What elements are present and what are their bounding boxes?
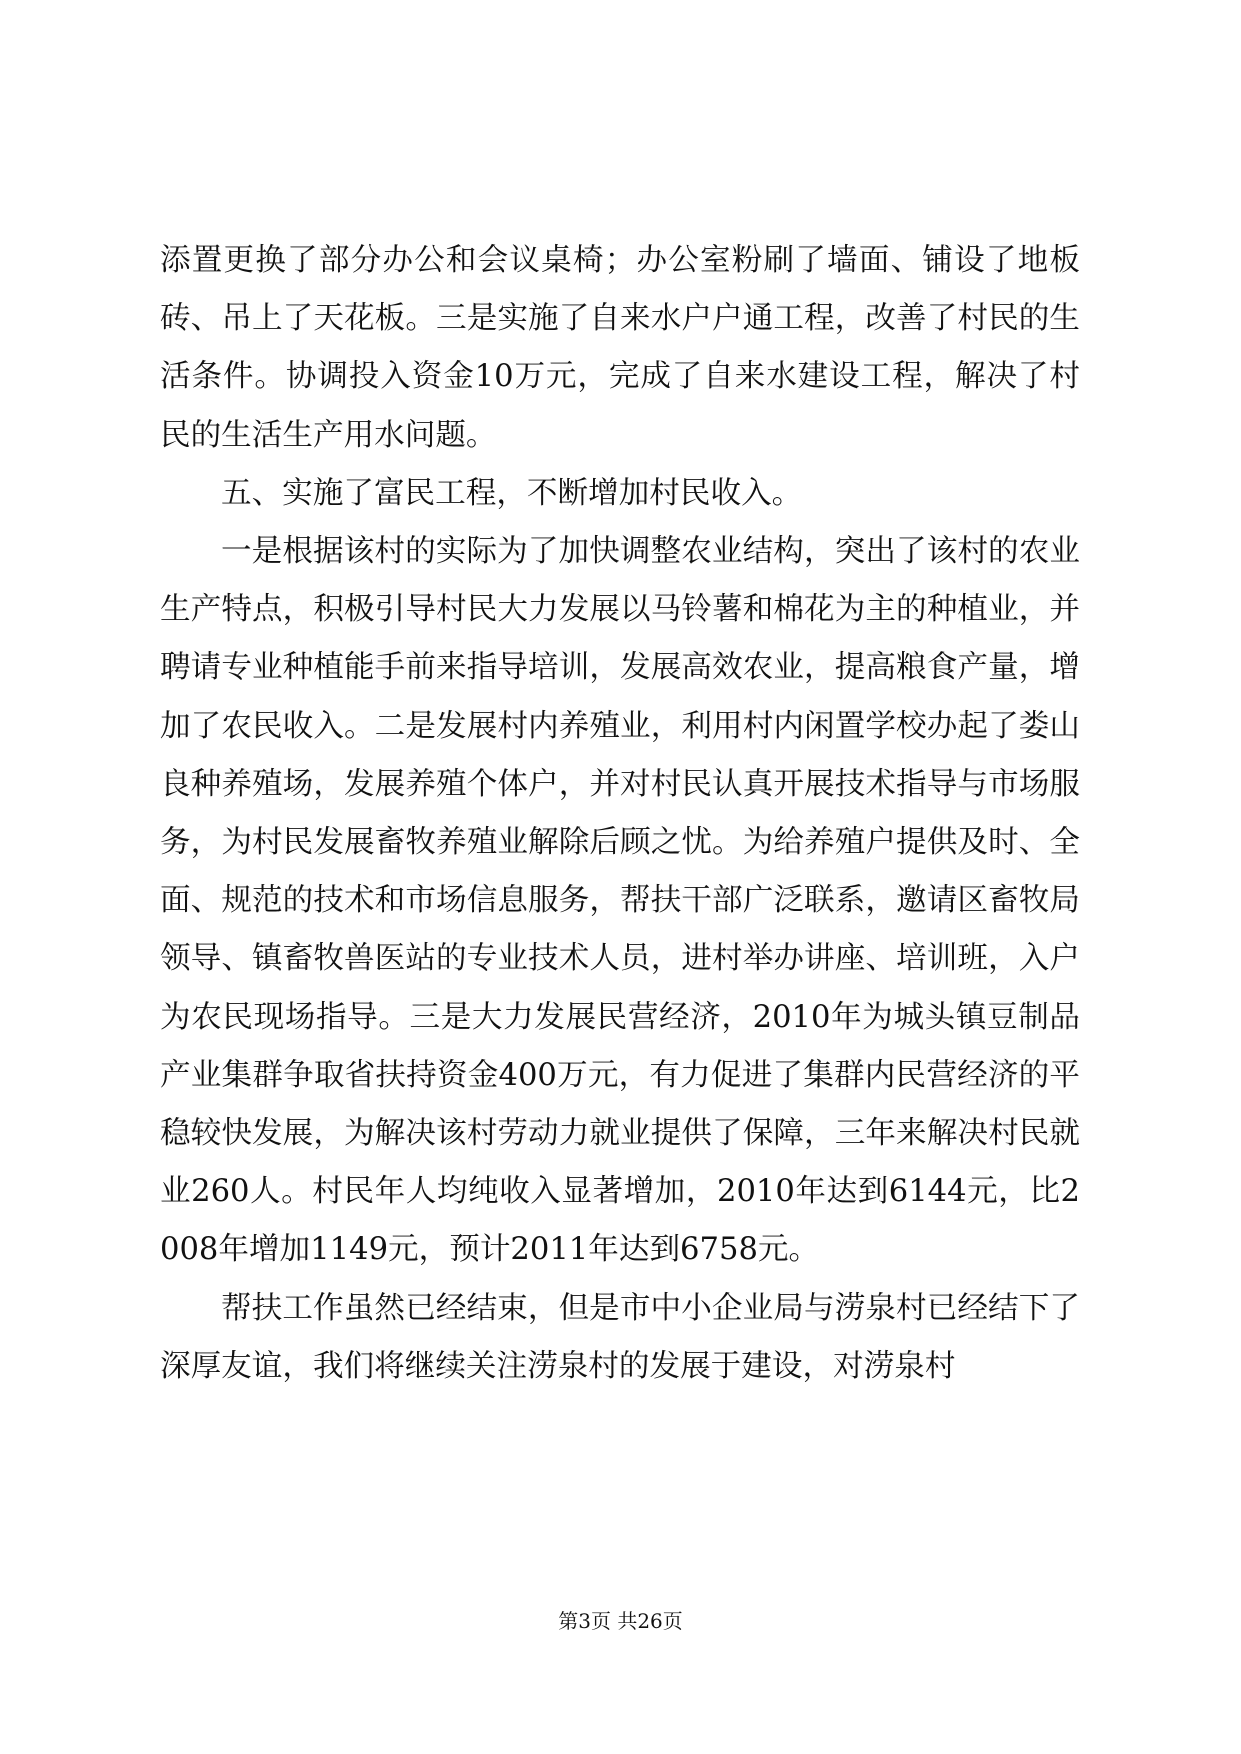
section-heading: 五、实施了富民工程，不断增加村民收入。 (221, 475, 803, 511)
document-body (160, 232, 1080, 1396)
paragraph-closing: 帮扶工作虽然已经结束，但是市中小企业局与涝泉村已经结下了深厚友谊，我们将继续关注涝泉村的发展于建设，对涝泉村 (160, 1290, 1080, 1384)
page-number-footer: 第3页 共26页 (558, 1609, 683, 1633)
paragraph-income-measures: 一是根据该村的实际为了加快调整农业结构，突出了该村的农业生产特点，积极引导村民大力发展以马铃薯和棉花为主的种植业，并聘请专业种植能手前来指导培训，发展高效农业，提高粮食产量，增加了农民收入。二是发展村内养殖业，利用村内闲置学校办起了娄山良种养殖场，发展养殖个体户，并对村民认真开展技术指导与市场服务，为村民发展畜牧养殖业解除后顾之忧。为给养殖户提供及时、全面、规范的技术和市场信息服务，帮扶干部广泛联系，邀请区畜牧局领导、镇畜牧兽医站的专业技术人员，进村举办讲座、培训班，入户为农民现场指导。三是大力发展民营经济，2010年为城头镇豆制品产业集群争取省扶持资金400万元，有力促进了集群内民营经济的平稳较快发展，为解决该村劳动力就业提供了保障，三年来解决村民就业260人。村民年人均纯收入显著增加，2010年达到6144元，比2008年增加1149元，预计2011年达到6758元。 (160, 534, 1080, 1268)
paragraph-continuation: 添置更换了部分办公和会议桌椅；办公室粉刷了墙面、铺设了地板砖、吊上了天花板。三是实施了自来水户户通工程，改善了村民的生活条件。协调投入资金10万元，完成了自来水建设工程，解决了村民的生活生产用水问题。 (160, 243, 1080, 453)
